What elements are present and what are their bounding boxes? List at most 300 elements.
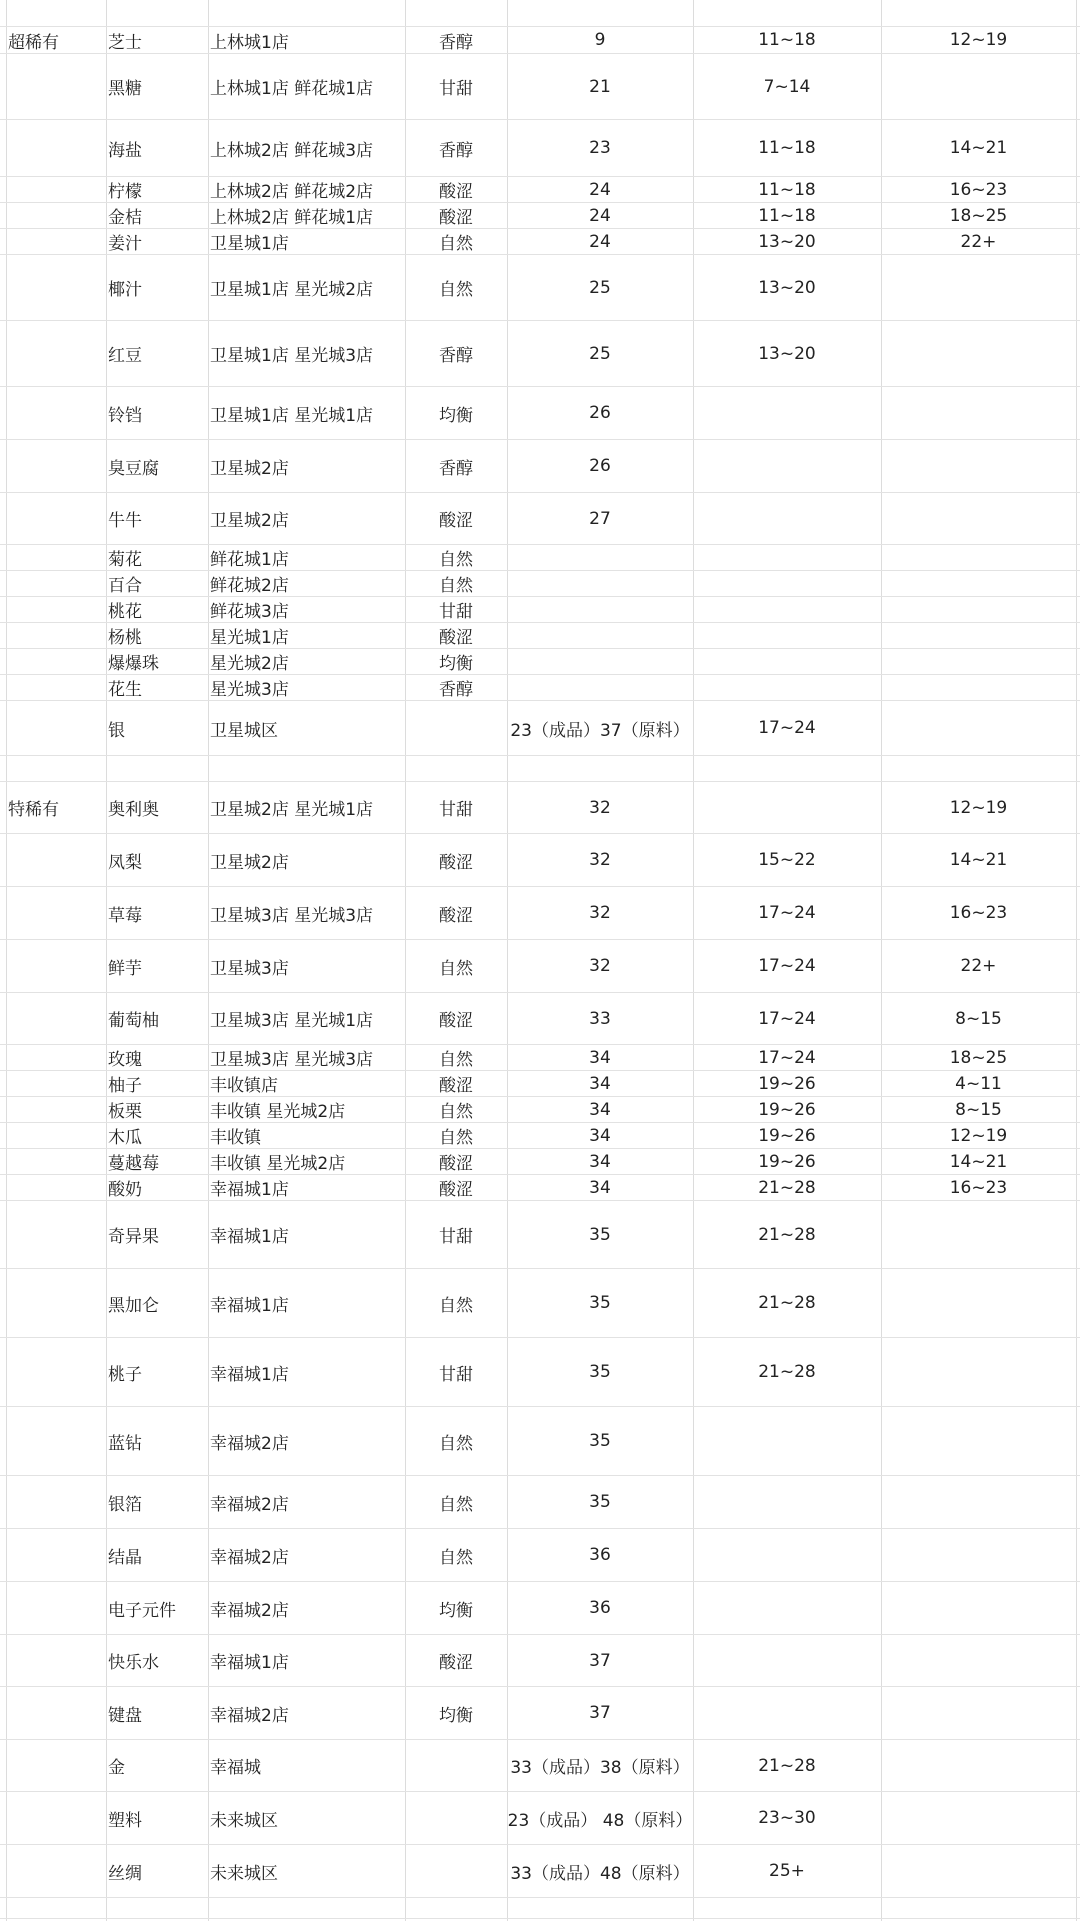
- rarity-cell[interactable]: [8, 1338, 104, 1406]
- rarity-cell[interactable]: 特稀有: [8, 800, 59, 820]
- range1-cell[interactable]: [693, 1898, 881, 1918]
- range1-cell[interactable]: 13~20: [758, 277, 816, 298]
- taste-cell[interactable]: 自然: [439, 1295, 473, 1316]
- taste-cell[interactable]: [405, 756, 507, 781]
- item-name-cell[interactable]: [108, 1898, 206, 1918]
- range1-cell[interactable]: 21~28: [758, 1224, 816, 1245]
- range1-cell[interactable]: 11~18: [758, 30, 816, 50]
- rarity-cell[interactable]: [8, 649, 104, 674]
- rarity-cell[interactable]: [8, 493, 104, 544]
- price-cell[interactable]: 24: [589, 179, 611, 200]
- price-cell[interactable]: 36: [589, 1545, 611, 1565]
- rarity-cell[interactable]: [8, 229, 104, 254]
- range2-cell[interactable]: [881, 1635, 1076, 1686]
- range2-cell[interactable]: 16~23: [949, 1177, 1008, 1198]
- range2-cell[interactable]: [881, 571, 1076, 596]
- taste-cell[interactable]: [405, 1898, 507, 1918]
- range2-cell[interactable]: [881, 1792, 1076, 1844]
- rarity-cell[interactable]: [8, 675, 104, 700]
- rarity-cell[interactable]: [8, 887, 104, 939]
- range1-cell[interactable]: [693, 597, 881, 622]
- location-cell[interactable]: 上林城2店 鲜花城1店: [210, 208, 374, 228]
- range1-cell[interactable]: 21~28: [758, 1362, 816, 1382]
- rarity-cell[interactable]: [8, 1687, 104, 1739]
- range2-cell[interactable]: [881, 1687, 1076, 1739]
- range2-cell[interactable]: [881, 255, 1076, 320]
- range1-cell[interactable]: 17~24: [758, 956, 816, 976]
- price-cell[interactable]: [507, 571, 693, 596]
- rarity-cell[interactable]: [8, 120, 104, 176]
- item-name-cell[interactable]: 银箔: [108, 1494, 142, 1515]
- rarity-cell[interactable]: [8, 54, 104, 119]
- range1-cell[interactable]: [693, 1529, 881, 1581]
- taste-cell[interactable]: [405, 0, 507, 26]
- range1-cell[interactable]: 11~18: [758, 205, 816, 226]
- taste-cell[interactable]: 自然: [439, 280, 473, 300]
- range1-cell[interactable]: 19~26: [758, 1151, 816, 1172]
- location-cell[interactable]: 卫星城2店: [210, 852, 289, 873]
- range2-cell[interactable]: [881, 387, 1076, 439]
- price-cell[interactable]: 36: [589, 1598, 611, 1618]
- taste-cell[interactable]: 酸涩: [439, 511, 473, 531]
- taste-cell[interactable]: 自然: [439, 234, 473, 254]
- range2-cell[interactable]: [881, 623, 1076, 648]
- range2-cell[interactable]: 12~19: [949, 797, 1008, 818]
- range2-cell[interactable]: [881, 440, 1076, 492]
- price-cell[interactable]: [507, 597, 693, 622]
- range2-cell[interactable]: 4~11: [955, 1073, 1002, 1094]
- taste-cell[interactable]: [405, 1792, 507, 1844]
- range1-cell[interactable]: 11~18: [758, 138, 816, 158]
- price-cell[interactable]: 24: [589, 231, 611, 252]
- range2-cell[interactable]: [881, 649, 1076, 674]
- rarity-cell[interactable]: [8, 1740, 104, 1791]
- rarity-cell[interactable]: [8, 571, 104, 596]
- price-cell[interactable]: [507, 675, 693, 700]
- location-cell[interactable]: 上林城1店 鲜花城1店: [210, 79, 374, 99]
- taste-cell[interactable]: 酸涩: [439, 1154, 473, 1174]
- price-cell[interactable]: 34: [589, 1099, 611, 1120]
- taste-cell[interactable]: [405, 1845, 507, 1897]
- taste-cell[interactable]: [405, 1740, 507, 1791]
- price-cell[interactable]: 26: [589, 456, 611, 476]
- taste-cell[interactable]: 酸涩: [439, 1076, 473, 1096]
- rarity-cell[interactable]: [8, 1845, 104, 1897]
- rarity-cell[interactable]: [8, 1269, 104, 1337]
- location-cell[interactable]: 未来城区: [210, 1810, 278, 1831]
- range1-cell[interactable]: 19~26: [758, 1125, 816, 1146]
- location-cell[interactable]: 幸福城2店: [210, 1705, 289, 1726]
- item-name-cell[interactable]: 花生: [108, 680, 142, 700]
- rarity-cell[interactable]: [8, 1635, 104, 1686]
- item-name-cell[interactable]: 桃子: [108, 1364, 142, 1385]
- location-cell[interactable]: 幸福城2店: [210, 1494, 289, 1515]
- location-cell[interactable]: 卫星城3店 星光城3店: [210, 1050, 374, 1070]
- rarity-cell[interactable]: [8, 1201, 104, 1268]
- range2-cell[interactable]: [881, 0, 1076, 26]
- taste-cell[interactable]: 自然: [439, 1547, 473, 1568]
- item-name-cell[interactable]: 臭豆腐: [108, 458, 159, 479]
- range2-cell[interactable]: [881, 675, 1076, 700]
- price-cell[interactable]: 27: [589, 508, 611, 529]
- range2-cell[interactable]: 18~25: [949, 205, 1008, 226]
- range2-cell[interactable]: [881, 1338, 1076, 1406]
- taste-cell[interactable]: 甘甜: [439, 79, 473, 99]
- price-cell[interactable]: 33: [589, 1008, 611, 1029]
- item-name-cell[interactable]: 丝绸: [108, 1863, 142, 1884]
- range2-cell[interactable]: [881, 1740, 1076, 1791]
- rarity-cell[interactable]: [8, 756, 104, 781]
- price-cell[interactable]: 34: [589, 1151, 611, 1172]
- taste-cell[interactable]: 香醇: [439, 32, 473, 53]
- rarity-cell[interactable]: [8, 940, 104, 992]
- location-cell[interactable]: 丰收镇 星光城2店: [210, 1102, 346, 1122]
- range2-cell[interactable]: [881, 1476, 1076, 1528]
- location-cell[interactable]: 幸福城1店: [210, 1653, 289, 1673]
- range2-cell[interactable]: 12~19: [949, 1125, 1008, 1146]
- location-cell[interactable]: 鲜花城1店: [210, 550, 289, 570]
- item-name-cell[interactable]: 塑料: [108, 1810, 142, 1831]
- price-cell[interactable]: 35: [589, 1362, 611, 1382]
- location-cell[interactable]: 幸福城1店: [210, 1295, 289, 1316]
- range1-cell[interactable]: 7~14: [763, 76, 811, 97]
- rarity-cell[interactable]: [8, 1529, 104, 1581]
- location-cell[interactable]: [210, 756, 405, 781]
- taste-cell[interactable]: 香醇: [439, 458, 473, 479]
- item-name-cell[interactable]: 姜汁: [108, 234, 142, 254]
- range2-cell[interactable]: [881, 545, 1076, 570]
- range2-cell[interactable]: 22+: [960, 231, 997, 252]
- item-name-cell[interactable]: 海盐: [108, 140, 142, 161]
- range2-cell[interactable]: 16~23: [949, 903, 1008, 923]
- item-name-cell[interactable]: 快乐水: [108, 1653, 159, 1673]
- item-name-cell[interactable]: 蔓越莓: [108, 1154, 159, 1174]
- location-cell[interactable]: 丰收镇店: [210, 1076, 278, 1096]
- item-name-cell[interactable]: 板栗: [108, 1102, 142, 1122]
- range2-cell[interactable]: [881, 756, 1076, 781]
- range1-cell[interactable]: 15~22: [758, 850, 816, 870]
- rarity-cell[interactable]: [8, 1792, 104, 1844]
- price-cell[interactable]: 35: [589, 1224, 611, 1245]
- item-name-cell[interactable]: 芝士: [108, 32, 142, 53]
- taste-cell[interactable]: 酸涩: [439, 905, 473, 926]
- taste-cell[interactable]: 酸涩: [439, 1653, 473, 1673]
- price-cell[interactable]: [507, 1898, 693, 1918]
- taste-cell[interactable]: 甘甜: [439, 1364, 473, 1385]
- range1-cell[interactable]: 17~24: [758, 903, 816, 923]
- price-cell[interactable]: 33（成品）38（原料）: [510, 1758, 690, 1778]
- range1-cell[interactable]: [693, 756, 881, 781]
- taste-cell[interactable]: 均衡: [439, 654, 473, 674]
- taste-cell[interactable]: 均衡: [439, 1600, 473, 1621]
- item-name-cell[interactable]: 草莓: [108, 905, 142, 926]
- taste-cell[interactable]: 自然: [439, 1050, 473, 1070]
- range1-cell[interactable]: [693, 545, 881, 570]
- range1-cell[interactable]: 21~28: [758, 1755, 816, 1776]
- taste-cell[interactable]: 自然: [439, 958, 473, 979]
- price-cell[interactable]: 33（成品）48（原料）: [510, 1863, 690, 1884]
- range1-cell[interactable]: [693, 1582, 881, 1634]
- location-cell[interactable]: 卫星城2店: [210, 458, 289, 479]
- price-cell[interactable]: 9: [594, 30, 606, 50]
- range1-cell[interactable]: [693, 493, 881, 544]
- taste-cell[interactable]: 甘甜: [439, 602, 473, 622]
- rarity-cell[interactable]: 超稀有: [8, 32, 59, 53]
- item-name-cell[interactable]: 玫瑰: [108, 1050, 142, 1070]
- rarity-cell[interactable]: [8, 993, 104, 1044]
- range1-cell[interactable]: 21~28: [758, 1293, 816, 1313]
- range1-cell[interactable]: 19~26: [758, 1073, 816, 1094]
- item-name-cell[interactable]: 金: [108, 1758, 125, 1778]
- location-cell[interactable]: 星光城3店: [210, 680, 289, 700]
- item-name-cell[interactable]: 杨桃: [108, 628, 142, 648]
- range1-cell[interactable]: [693, 623, 881, 648]
- range1-cell[interactable]: [693, 0, 881, 26]
- rarity-cell[interactable]: [8, 834, 104, 886]
- taste-cell[interactable]: 均衡: [439, 1705, 473, 1726]
- location-cell[interactable]: 鲜花城3店: [210, 602, 289, 622]
- location-cell[interactable]: 卫星城区: [210, 720, 278, 741]
- rarity-cell[interactable]: [8, 1045, 104, 1070]
- range2-cell[interactable]: 12~19: [949, 30, 1008, 50]
- location-cell[interactable]: 未来城区: [210, 1863, 278, 1884]
- rarity-cell[interactable]: [8, 1175, 104, 1200]
- price-cell[interactable]: [507, 623, 693, 648]
- location-cell[interactable]: 幸福城: [210, 1758, 261, 1778]
- location-cell[interactable]: 幸福城1店: [210, 1227, 289, 1247]
- range2-cell[interactable]: [881, 597, 1076, 622]
- range2-cell[interactable]: [881, 1582, 1076, 1634]
- price-cell[interactable]: 35: [589, 1293, 611, 1313]
- taste-cell[interactable]: 酸涩: [439, 852, 473, 873]
- item-name-cell[interactable]: 鲜芋: [108, 958, 142, 979]
- item-name-cell[interactable]: 牛牛: [108, 511, 142, 531]
- price-cell[interactable]: 23（成品）37（原料）: [510, 720, 690, 741]
- price-cell[interactable]: 34: [589, 1047, 611, 1068]
- price-cell[interactable]: 35: [589, 1431, 611, 1451]
- range1-cell[interactable]: 13~20: [758, 343, 816, 364]
- rarity-cell[interactable]: [8, 1149, 104, 1174]
- location-cell[interactable]: [210, 1898, 405, 1918]
- range2-cell[interactable]: 16~23: [949, 179, 1008, 200]
- price-cell[interactable]: 24: [589, 205, 611, 226]
- taste-cell[interactable]: 酸涩: [439, 182, 473, 202]
- location-cell[interactable]: 卫星城3店 星光城1店: [210, 1011, 374, 1031]
- rarity-cell[interactable]: [8, 1476, 104, 1528]
- item-name-cell[interactable]: 红豆: [108, 346, 142, 366]
- location-cell[interactable]: 卫星城2店: [210, 511, 289, 531]
- rarity-cell[interactable]: [8, 597, 104, 622]
- item-name-cell[interactable]: 黑糖: [108, 79, 142, 99]
- range1-cell[interactable]: 23~30: [758, 1808, 816, 1828]
- taste-cell[interactable]: 均衡: [439, 405, 473, 426]
- taste-cell[interactable]: 自然: [439, 576, 473, 596]
- location-cell[interactable]: 上林城2店 鲜花城3店: [210, 140, 374, 161]
- taste-cell[interactable]: 酸涩: [439, 1180, 473, 1200]
- range2-cell[interactable]: [881, 1269, 1076, 1337]
- item-name-cell[interactable]: 菊花: [108, 550, 142, 570]
- range1-cell[interactable]: 13~20: [758, 231, 816, 252]
- location-cell[interactable]: 卫星城1店: [210, 234, 289, 254]
- range2-cell[interactable]: [881, 1529, 1076, 1581]
- range2-cell[interactable]: [881, 321, 1076, 386]
- taste-cell[interactable]: 香醇: [439, 140, 473, 161]
- rarity-cell[interactable]: [8, 255, 104, 320]
- range1-cell[interactable]: [693, 571, 881, 596]
- taste-cell[interactable]: 自然: [439, 1494, 473, 1515]
- range2-cell[interactable]: [881, 1898, 1076, 1918]
- price-cell[interactable]: 21: [589, 76, 611, 97]
- taste-cell[interactable]: 甘甜: [439, 1227, 473, 1247]
- taste-cell[interactable]: 自然: [439, 1128, 473, 1148]
- price-cell[interactable]: 25: [589, 343, 611, 364]
- price-cell[interactable]: 32: [589, 956, 611, 976]
- price-cell[interactable]: 32: [589, 797, 611, 818]
- taste-cell[interactable]: 自然: [439, 1433, 473, 1454]
- range1-cell[interactable]: 17~24: [758, 1008, 816, 1029]
- price-cell[interactable]: 34: [589, 1073, 611, 1094]
- range2-cell[interactable]: 8~15: [955, 1008, 1002, 1029]
- item-name-cell[interactable]: 金桔: [108, 208, 142, 228]
- range2-cell[interactable]: [881, 493, 1076, 544]
- range2-cell[interactable]: 22+: [960, 956, 997, 976]
- price-cell[interactable]: 26: [589, 403, 611, 423]
- item-name-cell[interactable]: 爆爆珠: [108, 654, 159, 674]
- range1-cell[interactable]: [693, 440, 881, 492]
- range1-cell[interactable]: 19~26: [758, 1099, 816, 1120]
- price-cell[interactable]: 34: [589, 1125, 611, 1146]
- rarity-cell[interactable]: [8, 203, 104, 228]
- item-name-cell[interactable]: 电子元件: [108, 1600, 176, 1621]
- taste-cell[interactable]: 香醇: [439, 346, 473, 366]
- location-cell[interactable]: 卫星城3店: [210, 958, 289, 979]
- price-cell[interactable]: 32: [589, 850, 611, 870]
- price-cell[interactable]: 34: [589, 1177, 611, 1198]
- item-name-cell[interactable]: 木瓜: [108, 1128, 142, 1148]
- location-cell[interactable]: 丰收镇 星光城2店: [210, 1154, 346, 1174]
- range2-cell[interactable]: [881, 1845, 1076, 1897]
- taste-cell[interactable]: 酸涩: [439, 1011, 473, 1031]
- item-name-cell[interactable]: 奥利奥: [108, 800, 159, 820]
- location-cell[interactable]: 幸福城1店: [210, 1180, 289, 1200]
- location-cell[interactable]: 幸福城2店: [210, 1433, 289, 1454]
- location-cell[interactable]: 幸福城2店: [210, 1547, 289, 1568]
- item-name-cell[interactable]: 凤梨: [108, 852, 142, 873]
- range1-cell[interactable]: 11~18: [758, 179, 816, 200]
- price-cell[interactable]: 32: [589, 903, 611, 923]
- location-cell[interactable]: 卫星城1店 星光城1店: [210, 405, 374, 426]
- rarity-cell[interactable]: [8, 1582, 104, 1634]
- item-name-cell[interactable]: 黑加仑: [108, 1295, 159, 1316]
- range1-cell[interactable]: [693, 1407, 881, 1475]
- taste-cell[interactable]: 酸涩: [439, 628, 473, 648]
- item-name-cell[interactable]: 奇异果: [108, 1227, 159, 1247]
- taste-cell[interactable]: 自然: [439, 550, 473, 570]
- rarity-cell[interactable]: [8, 1898, 104, 1918]
- item-name-cell[interactable]: [108, 756, 206, 781]
- price-cell[interactable]: 25: [589, 277, 611, 298]
- price-cell[interactable]: 37: [589, 1650, 611, 1671]
- item-name-cell[interactable]: 百合: [108, 576, 142, 596]
- range2-cell[interactable]: 14~21: [949, 850, 1008, 870]
- taste-cell[interactable]: 甘甜: [439, 800, 473, 820]
- rarity-cell[interactable]: [8, 1407, 104, 1475]
- rarity-cell[interactable]: [8, 440, 104, 492]
- range1-cell[interactable]: [693, 1476, 881, 1528]
- item-name-cell[interactable]: 酸奶: [108, 1180, 142, 1200]
- item-name-cell[interactable]: 银: [108, 720, 125, 741]
- range2-cell[interactable]: [881, 701, 1076, 755]
- rarity-cell[interactable]: [8, 177, 104, 202]
- rarity-cell[interactable]: [8, 1071, 104, 1096]
- item-name-cell[interactable]: 键盘: [108, 1705, 142, 1726]
- location-cell[interactable]: 卫星城1店 星光城2店: [210, 280, 374, 300]
- range2-cell[interactable]: [881, 1407, 1076, 1475]
- rarity-cell[interactable]: [8, 1097, 104, 1122]
- location-cell[interactable]: 上林城2店 鲜花城2店: [210, 182, 374, 202]
- range1-cell[interactable]: [693, 649, 881, 674]
- range1-cell[interactable]: [693, 782, 881, 833]
- item-name-cell[interactable]: [108, 0, 206, 26]
- location-cell[interactable]: 丰收镇: [210, 1128, 261, 1148]
- rarity-cell[interactable]: [8, 0, 104, 26]
- range1-cell[interactable]: 17~24: [758, 1047, 816, 1068]
- taste-cell[interactable]: 酸涩: [439, 208, 473, 228]
- item-name-cell[interactable]: 桃花: [108, 602, 142, 622]
- rarity-cell[interactable]: [8, 1123, 104, 1148]
- range1-cell[interactable]: 21~28: [758, 1177, 816, 1198]
- price-cell[interactable]: 35: [589, 1492, 611, 1512]
- range1-cell[interactable]: [693, 1687, 881, 1739]
- item-name-cell[interactable]: 铃铛: [108, 405, 142, 426]
- item-name-cell[interactable]: 柠檬: [108, 182, 142, 202]
- taste-cell[interactable]: 自然: [439, 1102, 473, 1122]
- price-cell[interactable]: [507, 0, 693, 26]
- range1-cell[interactable]: 17~24: [758, 718, 816, 738]
- location-cell[interactable]: 星光城1店: [210, 628, 289, 648]
- location-cell[interactable]: 卫星城1店 星光城3店: [210, 346, 374, 366]
- location-cell[interactable]: 幸福城1店: [210, 1364, 289, 1385]
- location-cell[interactable]: 幸福城2店: [210, 1600, 289, 1621]
- range1-cell[interactable]: [693, 675, 881, 700]
- rarity-cell[interactable]: [8, 545, 104, 570]
- rarity-cell[interactable]: [8, 321, 104, 386]
- location-cell[interactable]: 上林城1店: [210, 32, 289, 53]
- range1-cell[interactable]: [693, 1635, 881, 1686]
- range2-cell[interactable]: [881, 1201, 1076, 1268]
- range2-cell[interactable]: 14~21: [949, 1151, 1008, 1172]
- rarity-cell[interactable]: [8, 387, 104, 439]
- price-cell[interactable]: [507, 545, 693, 570]
- price-cell[interactable]: [507, 649, 693, 674]
- range1-cell[interactable]: [693, 387, 881, 439]
- range1-cell[interactable]: 25+: [769, 1861, 805, 1881]
- price-cell[interactable]: 23（成品） 48（原料）: [507, 1810, 693, 1831]
- price-cell[interactable]: [507, 756, 693, 781]
- range2-cell[interactable]: [881, 54, 1076, 119]
- taste-cell[interactable]: 香醇: [439, 680, 473, 700]
- location-cell[interactable]: 卫星城2店 星光城1店: [210, 800, 374, 820]
- range2-cell[interactable]: 14~21: [949, 138, 1008, 158]
- item-name-cell[interactable]: 柚子: [108, 1076, 142, 1096]
- range2-cell[interactable]: 18~25: [949, 1047, 1008, 1068]
- location-cell[interactable]: [210, 0, 405, 26]
- location-cell[interactable]: 卫星城3店 星光城3店: [210, 905, 374, 926]
- taste-cell[interactable]: [405, 701, 507, 755]
- rarity-cell[interactable]: [8, 701, 104, 755]
- price-cell[interactable]: 37: [589, 1703, 611, 1723]
- location-cell[interactable]: 鲜花城2店: [210, 576, 289, 596]
